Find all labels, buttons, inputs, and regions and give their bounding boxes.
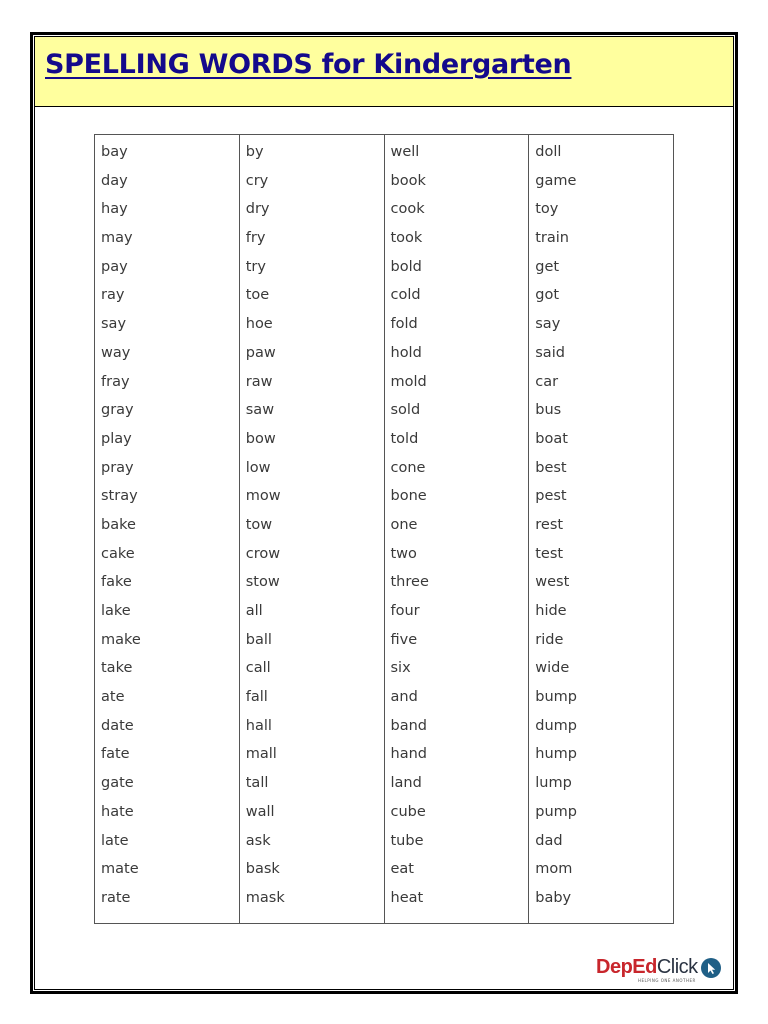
word-column-1 bbox=[95, 135, 240, 923]
spelling-word: date bbox=[101, 717, 134, 734]
cursor-icon bbox=[700, 957, 722, 979]
spelling-word: late bbox=[101, 832, 129, 849]
spelling-word: eat bbox=[390, 861, 414, 878]
spelling-word: saw bbox=[245, 402, 275, 419]
spelling-word: cube bbox=[390, 803, 426, 820]
spelling-word: bask bbox=[245, 861, 280, 878]
spelling-word: bone bbox=[390, 488, 427, 505]
spelling-word: gray bbox=[101, 402, 134, 419]
spelling-word: cake bbox=[101, 545, 135, 562]
spelling-word: ride bbox=[535, 631, 564, 648]
spelling-word: car bbox=[535, 373, 559, 390]
spelling-word: hump bbox=[535, 746, 577, 763]
spelling-word: stow bbox=[245, 574, 280, 591]
spelling-word-table bbox=[94, 134, 674, 924]
spelling-word: lump bbox=[535, 775, 572, 792]
word-column-4 bbox=[529, 135, 673, 923]
spelling-word: got bbox=[535, 287, 560, 304]
spelling-word: pray bbox=[101, 459, 134, 476]
spelling-word: low bbox=[245, 459, 271, 476]
spelling-word: raw bbox=[245, 373, 273, 390]
spelling-word: ball bbox=[245, 631, 272, 648]
spelling-word: fry bbox=[245, 230, 266, 247]
spelling-word: hoe bbox=[245, 316, 273, 333]
word-column-2 bbox=[240, 135, 385, 923]
spelling-word: test bbox=[535, 545, 564, 562]
spelling-word: say bbox=[535, 316, 561, 333]
spelling-word: one bbox=[390, 516, 418, 533]
spelling-word: fray bbox=[101, 373, 130, 390]
page-title: SPELLING WORDS for Kindergarten bbox=[45, 49, 572, 80]
spelling-word: say bbox=[101, 316, 127, 333]
spelling-word: call bbox=[245, 660, 271, 677]
spelling-word: boat bbox=[535, 430, 568, 447]
spelling-word: mow bbox=[245, 488, 281, 505]
spelling-word: mate bbox=[101, 861, 139, 878]
spelling-word: tall bbox=[245, 775, 269, 792]
spelling-word: three bbox=[390, 574, 429, 591]
spelling-word: hide bbox=[535, 603, 567, 619]
spelling-word: cone bbox=[390, 459, 426, 476]
spelling-word: train bbox=[535, 230, 570, 247]
spelling-word: cold bbox=[390, 287, 421, 304]
spelling-word: mold bbox=[390, 373, 427, 390]
spelling-word: mom bbox=[535, 861, 573, 878]
spelling-word: ray bbox=[101, 287, 125, 304]
spelling-word: ask bbox=[245, 832, 271, 849]
spelling-word: by bbox=[245, 144, 264, 160]
spelling-word: said bbox=[535, 344, 565, 361]
spelling-word: fold bbox=[390, 316, 418, 333]
spelling-word: dry bbox=[245, 201, 270, 218]
spelling-word: fake bbox=[101, 574, 132, 591]
spelling-word: hand bbox=[390, 746, 427, 763]
spelling-word: play bbox=[101, 430, 132, 447]
spelling-word: bay bbox=[101, 144, 128, 160]
spelling-word: told bbox=[390, 430, 419, 447]
spelling-word: heat bbox=[390, 889, 424, 906]
spelling-word: stray bbox=[101, 488, 138, 505]
spelling-word: well bbox=[390, 144, 420, 160]
spelling-word: band bbox=[390, 717, 427, 734]
spelling-word: wide bbox=[535, 660, 570, 677]
spelling-word: toe bbox=[245, 287, 270, 304]
logo-click-text: Click bbox=[656, 956, 698, 978]
logo-deped-text: DepEd bbox=[596, 956, 657, 978]
spelling-word: best bbox=[535, 459, 567, 476]
spelling-word: try bbox=[245, 258, 266, 275]
spelling-word: all bbox=[245, 603, 263, 619]
spelling-word: pest bbox=[535, 488, 567, 505]
title-banner bbox=[35, 37, 733, 107]
spelling-word: hay bbox=[101, 201, 128, 218]
spelling-word: four bbox=[390, 603, 420, 619]
spelling-word: sold bbox=[390, 402, 421, 419]
spelling-word: hate bbox=[101, 803, 134, 820]
word-column-3 bbox=[385, 135, 530, 923]
spelling-word: cook bbox=[390, 201, 425, 218]
spelling-word: bus bbox=[535, 402, 562, 419]
spelling-word: lake bbox=[101, 603, 131, 619]
spelling-word: bow bbox=[245, 430, 276, 447]
spelling-word: mall bbox=[245, 746, 277, 763]
spelling-word: crow bbox=[245, 545, 281, 562]
spelling-word: rate bbox=[101, 889, 131, 906]
spelling-word: make bbox=[101, 631, 141, 648]
spelling-word: hold bbox=[390, 344, 422, 361]
spelling-word: tow bbox=[245, 516, 273, 533]
spelling-word: pay bbox=[101, 258, 128, 275]
spelling-word: take bbox=[101, 660, 133, 677]
spelling-word: six bbox=[390, 660, 411, 677]
spelling-word: took bbox=[390, 230, 423, 247]
spelling-word: rest bbox=[535, 516, 564, 533]
spelling-word: hall bbox=[245, 717, 272, 734]
spelling-word: dad bbox=[535, 832, 563, 849]
spelling-word: dump bbox=[535, 717, 577, 734]
spelling-word: paw bbox=[245, 344, 276, 361]
spelling-word: two bbox=[390, 545, 417, 562]
spelling-word: ate bbox=[101, 689, 125, 706]
spelling-word: tube bbox=[390, 832, 424, 849]
spelling-word: day bbox=[101, 172, 128, 189]
spelling-word: fall bbox=[245, 689, 268, 706]
spelling-word: doll bbox=[535, 144, 562, 160]
spelling-word: baby bbox=[535, 889, 572, 906]
spelling-word: pump bbox=[535, 803, 577, 820]
spelling-word: fate bbox=[101, 746, 130, 763]
spelling-word: game bbox=[535, 172, 577, 189]
spelling-word: way bbox=[101, 344, 131, 361]
logo-tagline: HELPING ONE ANOTHER bbox=[638, 978, 696, 983]
spelling-word: toy bbox=[535, 201, 559, 218]
spelling-word: wall bbox=[245, 803, 275, 820]
spelling-word: gate bbox=[101, 775, 134, 792]
spelling-word: mask bbox=[245, 889, 285, 906]
spelling-word: book bbox=[390, 172, 426, 189]
depedclick-logo bbox=[596, 956, 722, 983]
spelling-word: west bbox=[535, 574, 570, 591]
spelling-word: and bbox=[390, 689, 418, 706]
spelling-word: land bbox=[390, 775, 422, 792]
spelling-word: bake bbox=[101, 516, 136, 533]
spelling-word: cry bbox=[245, 172, 269, 189]
spelling-word: five bbox=[390, 631, 418, 648]
spelling-word: get bbox=[535, 258, 560, 275]
spelling-word: bump bbox=[535, 689, 577, 706]
spelling-word: bold bbox=[390, 258, 422, 275]
spelling-word: may bbox=[101, 230, 133, 247]
